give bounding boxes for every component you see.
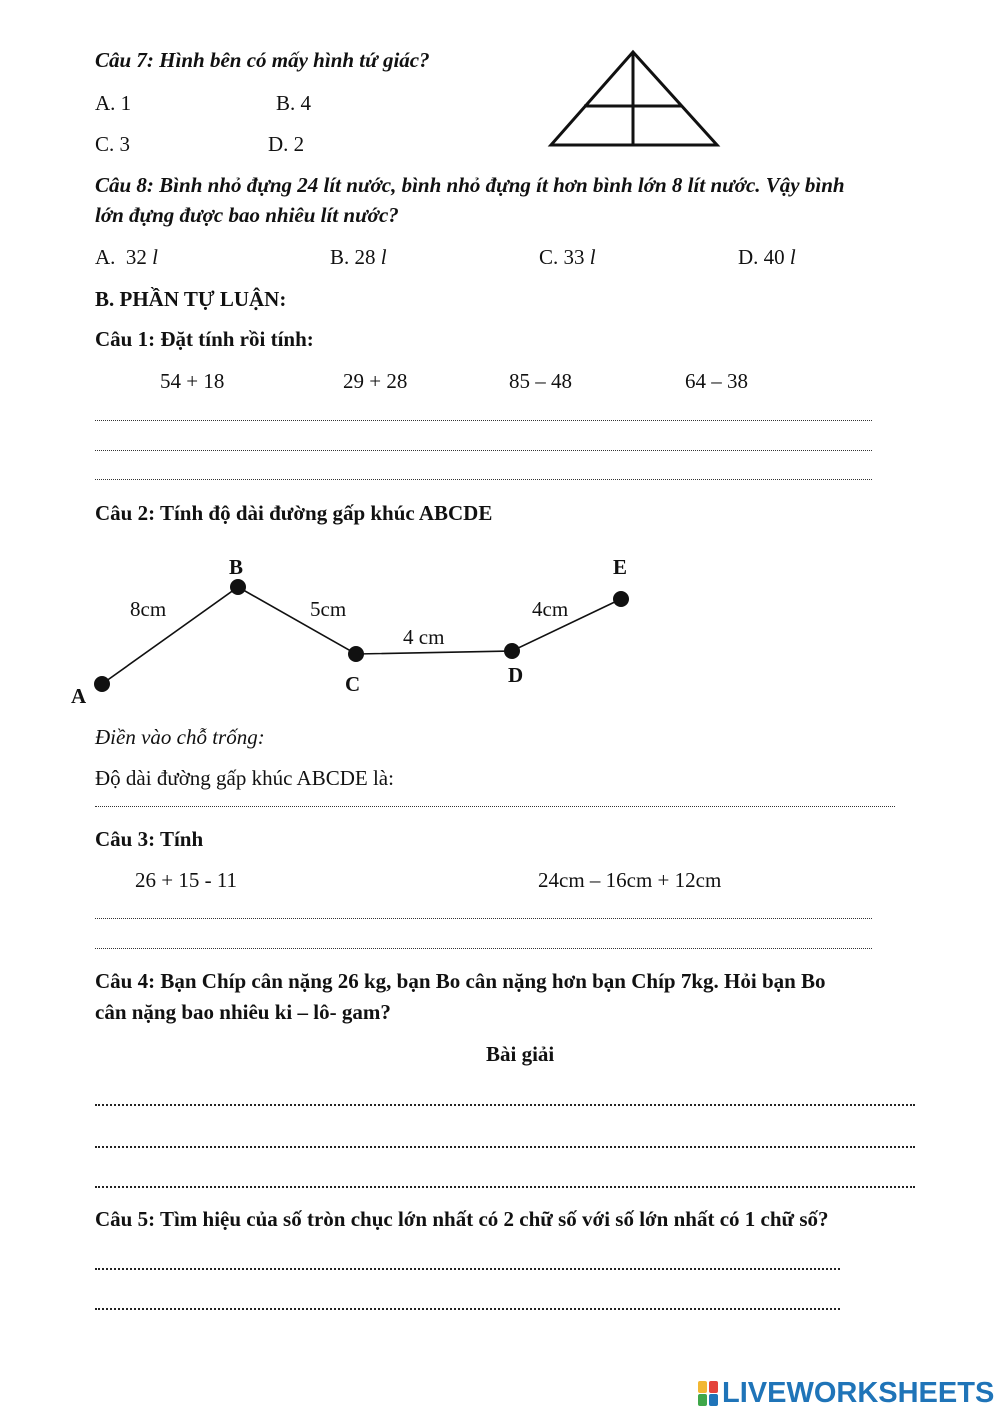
c2-answer-line[interactable] xyxy=(95,806,895,807)
c3-answer-line-2[interactable] xyxy=(95,948,872,949)
point-b xyxy=(230,579,246,595)
c1-expr-3: 85 – 48 xyxy=(509,369,572,393)
c4-answer-line-1[interactable] xyxy=(95,1104,915,1106)
point-d xyxy=(504,643,520,659)
c3-expr-1: 26 + 15 - 11 xyxy=(135,868,238,892)
c3-answer-line-1[interactable] xyxy=(95,918,872,919)
segment-ab-length: 8cm xyxy=(130,597,167,621)
c4-answer-line-2[interactable] xyxy=(95,1146,915,1148)
c3-title: Câu 3: Tính xyxy=(95,827,204,851)
c1-expr-4: 64 – 38 xyxy=(685,369,748,393)
c1-answer-line-3[interactable] xyxy=(95,479,872,480)
liveworksheets-mark-icon xyxy=(698,1379,720,1407)
segment-bc-length: 5cm xyxy=(310,597,347,621)
c2-title: Câu 2: Tính độ dài đường gấp khúc ABCDE xyxy=(95,501,493,525)
c4-question-line1: Câu 4: Bạn Chíp cân nặng 26 kg, bạn Bo cân nặng hơn bạn Chíp 7kg. Hỏi bạn Bo xyxy=(95,969,826,993)
c1-answer-line-2[interactable] xyxy=(95,450,872,451)
c4-solution-title: Bài giải xyxy=(486,1042,555,1066)
label-e: E xyxy=(613,555,628,579)
q8-question-line1: Câu 8: Bình nhỏ đựng 24 lít nước, bình nhỏ đựng ít hơn bình lớn 8 lít nước. Vậy bình xyxy=(95,173,845,197)
q8-option-d[interactable]: D. 40 l xyxy=(738,245,796,269)
point-c xyxy=(348,646,364,662)
q7-option-c[interactable]: C. 3 xyxy=(95,132,131,156)
c2-fill-hint: Điền vào chỗ trống: xyxy=(95,725,265,749)
q8-option-b[interactable]: B. 28 l xyxy=(330,245,387,269)
liveworksheets-wordmark: LIVEWORKSHEETS xyxy=(722,1376,995,1409)
segment-de-length: 4cm xyxy=(532,597,569,621)
c2-answer-prompt: Độ dài đường gấp khúc ABCDE là: xyxy=(95,766,394,790)
q7-option-b[interactable]: B. 4 xyxy=(276,91,312,115)
c4-answer-line-3[interactable] xyxy=(95,1186,915,1188)
c5-answer-line-1[interactable] xyxy=(95,1268,840,1270)
q7-option-d[interactable]: D. 2 xyxy=(268,132,305,156)
point-a xyxy=(94,676,110,692)
q8-question-line2: lớn đựng được bao nhiêu lít nước? xyxy=(95,203,399,227)
q7-question: Câu 7: Hình bên có mấy hình tứ giác? xyxy=(95,48,430,72)
segment-cd-length: 4 cm xyxy=(403,625,445,649)
c1-title: Câu 1: Đặt tính rồi tính: xyxy=(95,327,314,351)
section-b-title: B. PHẦN TỰ LUẬN: xyxy=(95,287,287,311)
c1-expr-2: 29 + 28 xyxy=(343,369,408,393)
quadrilateral-figure xyxy=(545,48,725,150)
label-b: B xyxy=(229,555,244,579)
c1-answer-line-1[interactable] xyxy=(95,420,872,421)
c4-question-line2: cân nặng bao nhiêu ki – lô- gam? xyxy=(95,1000,391,1024)
q8-option-a[interactable]: A. 32 l xyxy=(95,245,159,269)
label-c: C xyxy=(345,672,361,696)
label-a: A xyxy=(71,684,87,708)
c5-answer-line-2[interactable] xyxy=(95,1308,840,1310)
c3-expr-2: 24cm – 16cm + 12cm xyxy=(538,868,722,892)
c5-question: Câu 5: Tìm hiệu của số tròn chục lớn nhất có 2 chữ số với số lớn nhất có 1 chữ số? xyxy=(95,1207,829,1231)
point-e xyxy=(613,591,629,607)
q8-option-c[interactable]: C. 33 l xyxy=(539,245,596,269)
liveworksheets-logo xyxy=(698,1376,994,1410)
q7-option-a[interactable]: A. 1 xyxy=(95,91,132,115)
c1-expr-1: 54 + 18 xyxy=(160,369,225,393)
label-d: D xyxy=(508,663,524,687)
